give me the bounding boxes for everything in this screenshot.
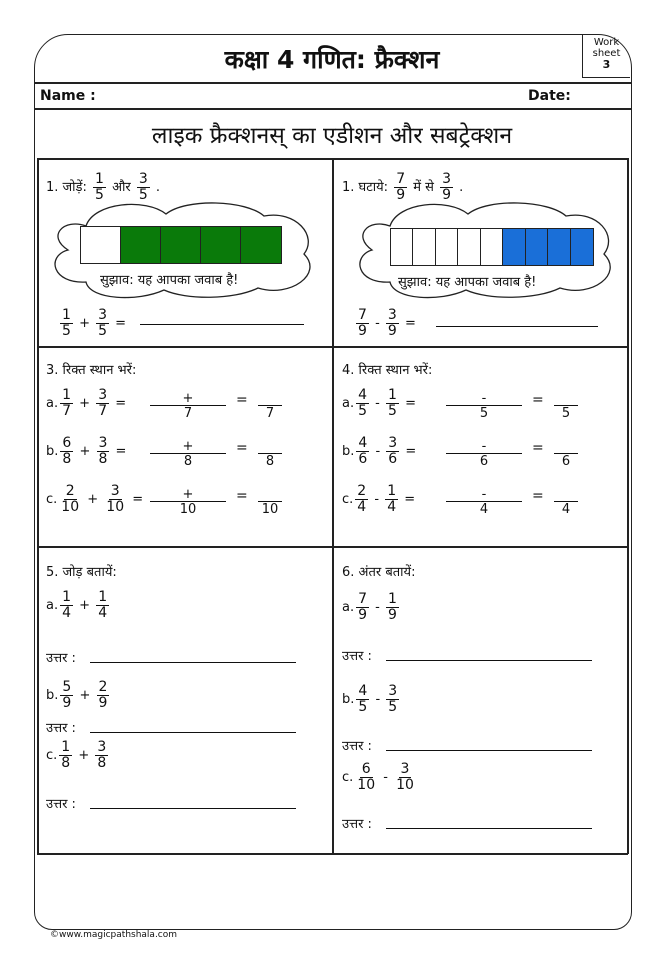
- q3-item: a. $\frac{1}{7}$ + $\frac{3}{7}$ =: [46, 387, 127, 419]
- operator: +: [79, 598, 91, 613]
- fraction-a: $\frac{7}{9}$: [358, 591, 368, 623]
- result-numerator-blank[interactable]: [554, 391, 578, 406]
- q1-expr-b: $\frac{3}{5}$: [98, 307, 108, 339]
- worksheet-subtitle: लाइक फ्रैक्शनस् का एडीशन और सबट्रेक्शन: [151, 123, 513, 149]
- q2-expression: $\frac{7}{9}$ - $\frac{3}{9}$ =: [358, 307, 416, 339]
- fraction-b: $\frac{3}{10}$: [106, 483, 125, 515]
- grid-border-right: [627, 158, 629, 854]
- answer-line[interactable]: [90, 662, 296, 663]
- q1-prompt: 1. जोड़ें: $\frac{1}{5}$ और $\frac{3}{5}$ .: [46, 171, 161, 203]
- fraction-b: $\frac{3}{8}$: [98, 435, 108, 467]
- bar-segment: [436, 229, 458, 265]
- fraction-b: $\frac{3}{6}$: [388, 435, 398, 467]
- q4-item: a. $\frac{4}{5}$ - $\frac{1}{5}$ =: [342, 387, 416, 419]
- equals-sign: =: [236, 440, 248, 456]
- result-denominator: 7: [265, 406, 275, 421]
- fraction-b: $\frac{1}{4}$: [387, 483, 397, 515]
- q2-expr-op: -: [375, 316, 380, 331]
- result-numerator-blank[interactable]: [258, 487, 282, 502]
- answer-label: उत्तर :: [342, 649, 372, 664]
- q4-item: b. $\frac{4}{6}$ - $\frac{3}{6}$ =: [342, 435, 417, 467]
- item-label: a.: [342, 600, 355, 615]
- q4-result-fraction[interactable]: [554, 487, 578, 517]
- fraction-b: $\frac{3}{5}$: [388, 683, 398, 715]
- fraction-a: $\frac{1}{7}$: [62, 387, 72, 419]
- q1-answer-line[interactable]: [140, 324, 304, 325]
- fraction-b: $\frac{1}{9}$: [388, 591, 397, 623]
- operator: -: [375, 396, 380, 411]
- item-label: c.: [46, 492, 58, 507]
- q6-item: [342, 684, 401, 715]
- grid-divider: [37, 853, 628, 855]
- operator: -: [383, 770, 388, 785]
- q4-result-fraction[interactable]: [554, 391, 578, 421]
- answer-line[interactable]: [386, 660, 592, 661]
- result-denominator: 8: [265, 454, 275, 469]
- q1-conjunction: और: [112, 180, 131, 195]
- date-label: Date:: [528, 88, 571, 104]
- blank-denominator: 5: [479, 406, 489, 421]
- q2-fraction-a: $\frac{7}{9}$: [396, 171, 406, 203]
- q3-blank-fraction[interactable]: [150, 487, 226, 517]
- equals-sign: =: [532, 392, 544, 408]
- result-numerator-blank[interactable]: [258, 439, 282, 454]
- q1-expression: $\frac{1}{5}$ + $\frac{3}{5}$ =: [62, 307, 127, 339]
- operator: -: [374, 492, 380, 507]
- q1-title: 1. जोड़ें:: [46, 180, 87, 195]
- q5-title: 5. जोड़ बतायें:: [46, 565, 117, 580]
- bar-segment: [391, 229, 413, 265]
- q3-blank-fraction[interactable]: [150, 391, 226, 421]
- bar-segment: [481, 229, 503, 265]
- bar-segment: [241, 227, 281, 263]
- blank-operator: +: [150, 487, 226, 502]
- page-title: कक्षा 4 गणित: फ्रैक्शन: [224, 45, 440, 74]
- answer-label: उत्तर :: [342, 817, 372, 832]
- q3-title: 3. रिक्त स्थान भरें:: [46, 363, 137, 378]
- answer-label: उत्तर :: [46, 651, 76, 666]
- q2-fraction-b: $\frac{3}{9}$: [442, 171, 452, 203]
- item-label: c.: [342, 770, 354, 785]
- q2-fraction-bar: [390, 228, 594, 266]
- fraction-a: $\frac{1}{8}$: [61, 739, 71, 771]
- result-numerator-blank[interactable]: [554, 439, 578, 454]
- fraction-b: $\frac{1}{4}$: [98, 589, 108, 621]
- item-label: b.: [46, 688, 59, 703]
- bar-segment: [548, 229, 570, 265]
- q1-fraction-b: $\frac{3}{5}$: [138, 171, 148, 203]
- q5-item: [46, 680, 111, 711]
- bar-segment: [413, 229, 435, 265]
- blank-denominator: 10: [179, 502, 197, 517]
- q3-item: c. $\frac{2}{10}$ + $\frac{3}{10}$ =: [46, 483, 144, 515]
- bar-segment: [571, 229, 593, 265]
- blank-operator: -: [446, 439, 522, 454]
- q2-conjunction: में से: [413, 180, 434, 195]
- result-denominator: 5: [561, 406, 571, 421]
- operator: -: [375, 692, 381, 707]
- q4-title: 4. रिक्त स्थान भरें:: [342, 363, 433, 378]
- equals-sign: =: [236, 392, 248, 408]
- q6-item: [342, 762, 418, 793]
- q2-hint: सुझाव: यह आपका जवाब है!: [398, 275, 537, 290]
- result-denominator: 4: [561, 502, 571, 517]
- divider: [34, 108, 632, 110]
- q4-blank-fraction[interactable]: [446, 391, 522, 421]
- fraction-b: $\frac{3}{10}$: [396, 761, 414, 793]
- q3-blank-fraction[interactable]: [150, 439, 226, 469]
- operator: -: [375, 600, 380, 615]
- q4-result-fraction[interactable]: [554, 439, 578, 469]
- bar-segment: [503, 229, 525, 265]
- fraction-a: $\frac{2}{4}$: [357, 483, 367, 515]
- bar-segment: [458, 229, 480, 265]
- equals-sign: =: [532, 488, 544, 504]
- grid-divider: [332, 158, 334, 854]
- fraction-a: $\frac{1}{4}$: [62, 589, 72, 621]
- fraction-b: $\frac{3}{7}$: [98, 387, 108, 419]
- grid-divider: [37, 346, 628, 348]
- fraction-a: $\frac{4}{5}$: [358, 683, 368, 715]
- operator: +: [87, 492, 99, 507]
- q4-blank-fraction[interactable]: [446, 487, 522, 517]
- fraction-b: $\frac{2}{9}$: [98, 679, 108, 711]
- q1-fraction-bar: [80, 226, 282, 264]
- equals-sign: =: [236, 488, 248, 504]
- blank-denominator: 7: [183, 406, 193, 421]
- q2-title: 1. घटाये:: [342, 180, 389, 195]
- blank-denominator: 6: [479, 454, 489, 469]
- q3-result-fraction[interactable]: [258, 487, 282, 517]
- answer-line[interactable]: [386, 828, 592, 829]
- q3-item: b. $\frac{6}{8}$ + $\frac{3}{8}$ =: [46, 435, 127, 467]
- q2-expr-b: $\frac{3}{9}$: [387, 307, 397, 339]
- item-label: b.: [342, 444, 355, 459]
- bar-segment: [201, 227, 241, 263]
- equals-sign: =: [532, 440, 544, 456]
- answer-line[interactable]: [386, 750, 592, 751]
- bar-segment: [81, 227, 121, 263]
- answer-label: उत्तर :: [342, 739, 372, 754]
- q1-expr-a: $\frac{1}{5}$: [62, 307, 71, 339]
- blank-operator: -: [446, 391, 522, 406]
- q3-result-fraction[interactable]: [258, 439, 282, 469]
- blank-denominator: 4: [479, 502, 489, 517]
- item-label: a.: [342, 396, 355, 411]
- operator: +: [79, 396, 91, 411]
- fraction-b: $\frac{1}{5}$: [388, 387, 397, 419]
- answer-line[interactable]: [90, 732, 296, 733]
- answer-label: उत्तर :: [46, 797, 76, 812]
- answer-line[interactable]: [90, 808, 296, 809]
- fraction-a: $\frac{2}{10}$: [61, 483, 80, 515]
- q1-expr-op: +: [79, 316, 90, 331]
- item-label: c.: [342, 492, 354, 507]
- operator: +: [79, 444, 91, 459]
- worksheet-badge: [582, 34, 630, 78]
- item-label: b.: [46, 444, 59, 459]
- name-label: Name :: [40, 88, 96, 104]
- bar-segment: [526, 229, 548, 265]
- q5-item: [46, 590, 111, 621]
- q2-prompt: 1. घटाये: $\frac{7}{9}$ में से $\frac{3}{9}$ .: [342, 171, 464, 203]
- operator: +: [79, 688, 91, 703]
- bar-segment: [161, 227, 201, 263]
- q2-answer-line[interactable]: [436, 326, 598, 327]
- divider: [34, 82, 632, 84]
- worksheet-number: 3: [602, 58, 611, 71]
- fraction-a: $\frac{5}{9}$: [62, 679, 72, 711]
- item-label: a.: [46, 598, 59, 613]
- fraction-b: $\frac{3}{8}$: [97, 739, 107, 771]
- q1-fraction-a: $\frac{1}{5}$: [95, 171, 104, 203]
- q6-item: [342, 592, 401, 623]
- operator: -: [375, 444, 381, 459]
- q3-result-fraction[interactable]: [258, 391, 282, 421]
- item-label: c.: [46, 748, 58, 763]
- q4-blank-fraction[interactable]: [446, 439, 522, 469]
- fraction-a: $\frac{4}{6}$: [358, 435, 368, 467]
- q4-item: c. $\frac{2}{4}$ - $\frac{1}{4}$ =: [342, 483, 416, 515]
- fraction-a: $\frac{4}{5}$: [358, 387, 368, 419]
- blank-operator: +: [150, 391, 226, 406]
- item-label: b.: [342, 692, 355, 707]
- footer-copyright: ©www.magicpathshala.com: [50, 930, 178, 940]
- grid-divider: [37, 546, 628, 548]
- fraction-a: $\frac{6}{8}$: [62, 435, 72, 467]
- worksheet-label: Work sheet: [592, 37, 621, 59]
- result-numerator-blank[interactable]: [258, 391, 282, 406]
- q1-hint: सुझाव: यह आपका जवाब है!: [100, 273, 239, 288]
- blank-operator: -: [446, 487, 522, 502]
- fraction-a: $\frac{6}{10}$: [357, 761, 376, 793]
- result-denominator: 6: [561, 454, 571, 469]
- q6-title: 6. अंतर बतायें:: [342, 565, 416, 580]
- result-numerator-blank[interactable]: [554, 487, 578, 502]
- answer-label: उत्तर :: [46, 721, 76, 736]
- bar-segment: [121, 227, 161, 263]
- q2-expr-a: $\frac{7}{9}$: [358, 307, 367, 339]
- blank-denominator: 8: [183, 454, 193, 469]
- q5-item: [46, 740, 110, 771]
- blank-operator: +: [150, 439, 226, 454]
- operator: +: [78, 748, 90, 763]
- result-denominator: 10: [261, 502, 279, 517]
- grid-border-left: [37, 158, 39, 854]
- item-label: a.: [46, 396, 59, 411]
